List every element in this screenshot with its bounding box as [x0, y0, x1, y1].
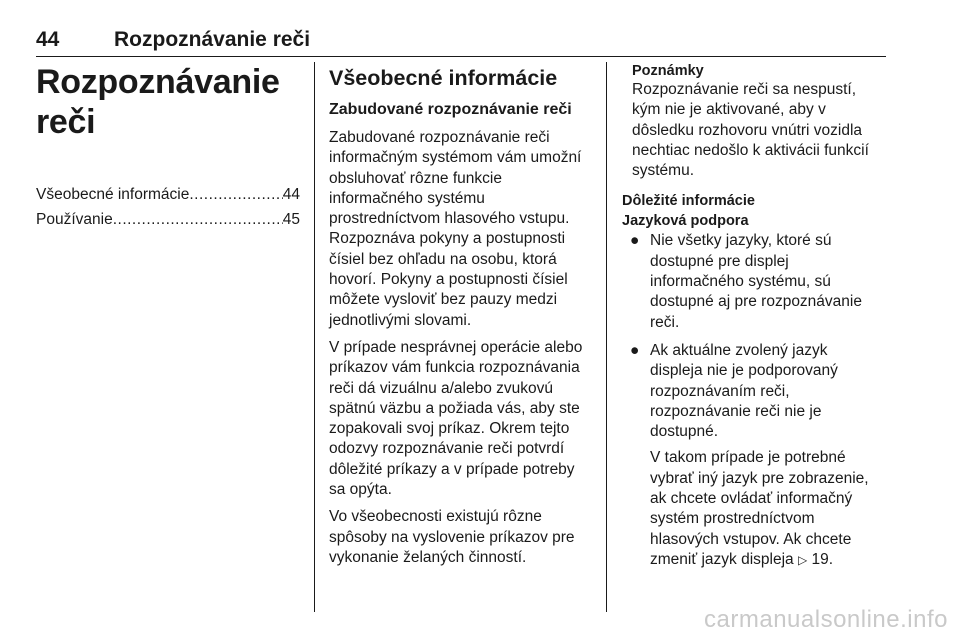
list-item-text: [650, 448, 884, 570]
body-paragraph: Vo všeobecnosti existujú rôzne spôsoby na vyslovenie príkazov pre vykonanie želaných činností.: [329, 508, 575, 566]
list-item: [622, 341, 884, 570]
page-header: [36, 26, 886, 57]
column-divider-2: [606, 62, 607, 612]
language-support-heading: Jazyková podpora: [622, 213, 749, 230]
note-text: Rozpoznávanie reči sa nespustí, kým nie je aktivované, aby v dôsledku rozhovoru vnútri vozidla nechtiac nedošlo k aktivácii funkcií systému.: [632, 81, 869, 180]
list-item-text-content: V takom prípade je potrebné vybrať iný jazyk pre zobrazenie, ak chcete ovládať informačný systém prostredníctvom hlasových vstupov. Ak chcete zmeniť jazyk displeja: [650, 449, 869, 568]
toc-entry[interactable]: [36, 182, 300, 207]
toc-entry-page: 44: [282, 186, 300, 203]
body-paragraph: Zabudované rozpoznávanie reči informačným systémom vám umožní obsluhovať rôzne funkcie informačného systému prostredníctvom hlasového vstupu. Rozpoznáva pokyny a postupnosti čísiel bez ohľadu na osobu, ktorá hovorí. Pokyny a postupnosti čísiel môžete vysloviť bez pauzy medzi jednotlivými slovami.: [329, 129, 582, 329]
reference-arrow-icon: ▷: [797, 552, 808, 567]
running-title: Rozpoznávanie reči: [114, 28, 311, 51]
bullet-icon: ●: [630, 232, 640, 250]
body-paragraph: V prípade nesprávnej operácie alebo príkazov vám funkcia rozpoznávania reči dá vizuálnu a/alebo zvukovú spätnú väzbu a požiada vás, aby ste zopakovali svoj príkaz. Okrem tejto odozvy rozpoznávanie reči potvrdí dôležité príkazy a v prípade potreby sa opýta.: [329, 338, 583, 499]
list-item: [622, 231, 884, 332]
list-item-text: Ak aktuálne zvolený jazyk displeja nie je podporovaný rozpoznávaním reči, rozpoznávanie reči nie je dostupné.: [650, 341, 838, 441]
toc-leader-dots: [189, 182, 282, 207]
column-left: [36, 62, 300, 232]
column-divider-1: [314, 62, 315, 612]
toc-entry-label: Používanie: [36, 211, 113, 228]
important-info-heading: Dôležité informácie: [622, 193, 755, 210]
chapter-title: Rozpoznávanie reči: [36, 63, 280, 141]
bullet-icon: ●: [630, 341, 640, 359]
toc-entry-label: Všeobecné informácie: [36, 186, 190, 203]
subsection-title: Zabudované rozpoznávanie reči: [329, 101, 572, 118]
page-number: 44: [36, 28, 60, 51]
list-item-text: Nie všetky jazyky, ktoré sú dostupné pre displej informačného systému, sú dostupné aj pre rozpoznávanie reči.: [650, 232, 862, 331]
page-reference-link[interactable]: 19.: [811, 550, 834, 568]
table-of-contents: [36, 182, 300, 232]
toc-entry[interactable]: [36, 207, 300, 232]
toc-entry-page: 45: [282, 211, 300, 228]
column-right: [622, 62, 884, 578]
toc-leader-dots: [113, 207, 283, 232]
watermark: carmanualsonline.info: [704, 606, 948, 633]
note-box: [622, 62, 884, 181]
section-title: Všeobecné informácie: [329, 66, 558, 90]
column-middle: [329, 62, 591, 575]
note-title: Poznámky: [632, 63, 704, 79]
